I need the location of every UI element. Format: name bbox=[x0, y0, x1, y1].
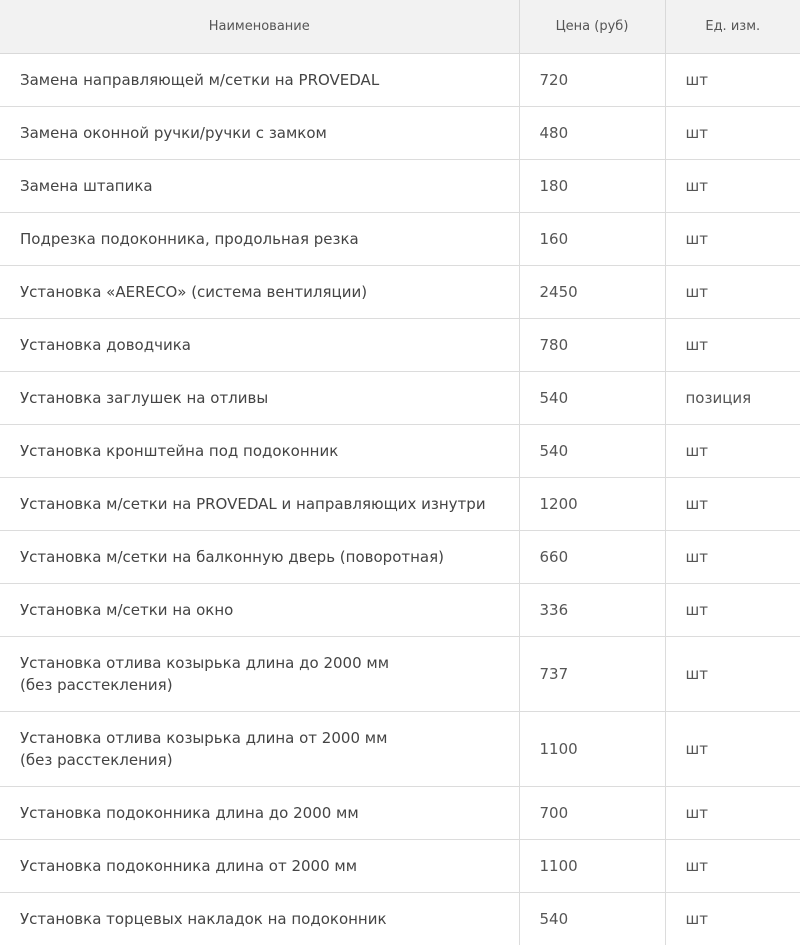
name-text: Установка м/сетки на PROVEDAL и направляющих изнутри bbox=[20, 495, 486, 513]
cell-unit: шт bbox=[685, 910, 708, 928]
name-text: Установка отлива козырька длина до 2000 мм bbox=[20, 654, 390, 672]
cell-unit: шт bbox=[665, 425, 800, 478]
name-text: Установка подоконника длина от 2000 мм bbox=[20, 857, 358, 875]
cell-price: 2450 bbox=[519, 266, 665, 319]
cell-price: 336 bbox=[519, 584, 665, 637]
cell-price: 700 bbox=[519, 787, 665, 840]
cell-name bbox=[0, 213, 519, 266]
name-text: Установка подоконника длина до 2000 мм bbox=[20, 804, 359, 822]
name-text: Замена оконной ручки/ручки с замком bbox=[20, 124, 327, 142]
cell-name bbox=[0, 787, 519, 840]
cell-price: 480 bbox=[519, 107, 665, 160]
cell-price: 1100 bbox=[519, 840, 665, 893]
name-text: Установка «AERECO» (система вентиляции) bbox=[20, 283, 368, 301]
cell-unit: шт bbox=[665, 319, 800, 372]
column-header-price: Цена (руб) bbox=[519, 0, 665, 54]
cell-name bbox=[0, 319, 519, 372]
cell-unit: шт bbox=[665, 160, 800, 213]
cell-name bbox=[0, 893, 519, 946]
table-row bbox=[0, 531, 800, 584]
table-row bbox=[0, 637, 800, 712]
cell-price: 540 bbox=[519, 893, 665, 946]
table-row bbox=[0, 787, 800, 840]
table-row bbox=[0, 584, 800, 637]
name-text: Установка торцевых накладок на подоконник bbox=[20, 910, 387, 928]
cell-price: 720 bbox=[519, 54, 665, 107]
cell-name bbox=[0, 160, 519, 213]
cell-name bbox=[0, 637, 519, 712]
table-row bbox=[0, 840, 800, 893]
cell-price: 180 bbox=[519, 160, 665, 213]
table-row bbox=[0, 107, 800, 160]
cell-unit: шт bbox=[665, 54, 800, 107]
cell-unit: шт bbox=[665, 531, 800, 584]
table-row bbox=[0, 213, 800, 266]
cell-name bbox=[0, 840, 519, 893]
table-row bbox=[0, 372, 800, 425]
cell-unit: позиция bbox=[665, 372, 800, 425]
cell-unit: шт bbox=[665, 840, 800, 893]
cell-name bbox=[0, 478, 519, 531]
cell-unit: шт bbox=[665, 107, 800, 160]
table-header bbox=[0, 0, 800, 54]
cell-unit: шт bbox=[665, 213, 800, 266]
name-text: Замена направляющей м/сетки на PROVEDAL bbox=[20, 71, 380, 89]
cell-name bbox=[0, 712, 519, 787]
table-row bbox=[0, 893, 800, 946]
column-header-unit: Ед. изм. bbox=[665, 0, 800, 54]
table-row bbox=[0, 266, 800, 319]
table-row bbox=[0, 478, 800, 531]
name-text: Установка м/сетки на окно bbox=[20, 601, 234, 619]
name-text-secondary: (без расстекления) bbox=[20, 676, 173, 694]
column-header-name: Наименование bbox=[0, 0, 519, 54]
cell-price: 540 bbox=[519, 425, 665, 478]
cell-price: 737 bbox=[519, 637, 665, 712]
cell-price: 1200 bbox=[519, 478, 665, 531]
cell-price: 1100 bbox=[519, 712, 665, 787]
table-row bbox=[0, 54, 800, 107]
cell-name bbox=[0, 372, 519, 425]
name-text: Установка отлива козырька длина от 2000 мм bbox=[20, 729, 388, 747]
cell-unit: шт bbox=[665, 712, 800, 787]
table-row bbox=[0, 160, 800, 213]
name-text: Установка заглушек на отливы bbox=[20, 389, 269, 407]
cell-unit: шт bbox=[665, 787, 800, 840]
cell-name bbox=[0, 584, 519, 637]
name-text: Установка кронштейна под подоконник bbox=[20, 442, 339, 460]
table-body bbox=[0, 54, 800, 946]
name-text: Замена штапика bbox=[20, 177, 153, 195]
table-row bbox=[0, 319, 800, 372]
name-text-secondary: (без расстекления) bbox=[20, 751, 173, 769]
name-text: Подрезка подоконника, продольная резка bbox=[20, 230, 359, 248]
header-row bbox=[0, 0, 800, 54]
cell-price: 160 bbox=[519, 213, 665, 266]
cell-price: 660 bbox=[519, 531, 665, 584]
cell-unit: шт bbox=[665, 478, 800, 531]
cell-name bbox=[0, 266, 519, 319]
cell-name bbox=[0, 531, 519, 584]
cell-price: 780 bbox=[519, 319, 665, 372]
cell-name bbox=[0, 107, 519, 160]
table-row bbox=[0, 712, 800, 787]
cell-unit: шт bbox=[665, 584, 800, 637]
cell-unit: шт bbox=[665, 266, 800, 319]
cell-unit: шт bbox=[665, 637, 800, 712]
name-text: Установка доводчика bbox=[20, 336, 191, 354]
cell-price: 540 bbox=[519, 372, 665, 425]
cell-name bbox=[0, 54, 519, 107]
table-row bbox=[0, 425, 800, 478]
cell-name bbox=[0, 425, 519, 478]
name-text: Установка м/сетки на балконную дверь (поворотная) bbox=[20, 548, 444, 566]
